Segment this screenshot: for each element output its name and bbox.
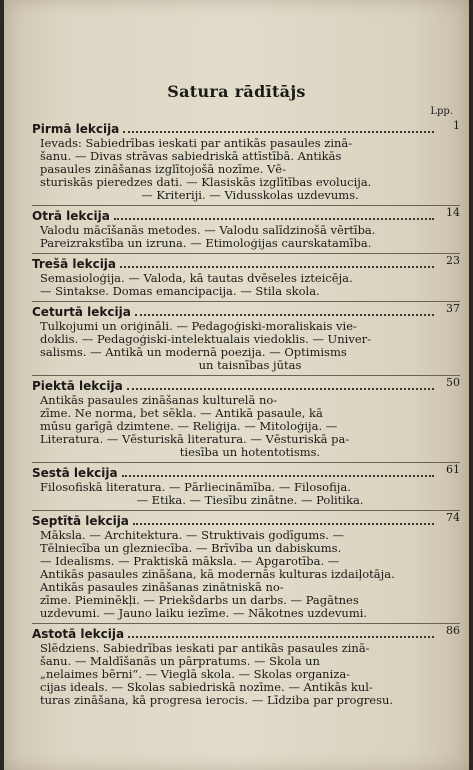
lecture-summary	[40, 320, 460, 372]
lecture-title: Astotā lekcija	[32, 627, 125, 641]
lecture-summary	[40, 137, 460, 202]
lecture-title: Ceturtā lekcija	[32, 305, 131, 319]
dot-leader	[128, 636, 434, 638]
entry-divider	[32, 301, 460, 302]
toc-entry-heading	[32, 254, 460, 272]
summary-line: pasaules zināšanas izglītojošā nozīme. Vē-	[40, 162, 286, 176]
lecture-title: Trešā lekcija	[32, 257, 117, 271]
dot-leader	[135, 314, 434, 316]
summary-line: un taisnības jūtas	[198, 358, 302, 372]
lecture-title: Piektā lekcija	[32, 379, 123, 393]
summary-line: Valodu mācīšanās metodes. — Valodu salīdzinošā vērtība.	[40, 223, 376, 237]
page-column-label: Lpp.	[430, 106, 453, 117]
lecture-summary	[40, 642, 460, 707]
summary-line: salisms. — Antikā un modernā poezija. — Optimisms	[40, 345, 347, 359]
summary-line: uzdevumi. — Jauno laiku iezīme. — Nākotnes uzdevumi.	[40, 606, 368, 620]
page-number: 23	[446, 254, 460, 267]
dot-leader	[133, 523, 434, 525]
summary-line: Slēdziens. Sabiedrības ieskati par antikās pasaules zinā-	[40, 641, 370, 655]
toc-entry	[32, 511, 460, 624]
page-number: 74	[446, 511, 460, 524]
lecture-summary	[40, 394, 460, 459]
toc-entry-heading	[32, 376, 460, 394]
summary-line: šanu. — Maldīšanās un pārpratums. — Skola un	[40, 654, 320, 668]
toc-entry	[32, 463, 460, 511]
summary-line: — Sintakse. Domas emancipacija. — Stila skola.	[40, 284, 320, 298]
dot-leader	[122, 475, 434, 477]
page-number: 1	[453, 119, 460, 132]
lecture-summary	[40, 224, 460, 250]
summary-line: Pareizrakstība un izruna. — Etimoloģijas caurskatamība.	[40, 236, 372, 250]
summary-line: — Idealisms. — Praktiskā māksla. — Apgarotība. —	[40, 554, 340, 568]
toc-entry-heading	[32, 119, 460, 137]
dot-leader	[114, 218, 434, 220]
summary-line: Semasioloģija. — Valoda, kā tautas dvēseles izteicēja.	[40, 271, 353, 285]
lecture-title: Pirmā lekcija	[32, 122, 120, 136]
entry-divider	[32, 623, 460, 624]
summary-line: turas zināšana, kā progresa ierocis. — Līdziba par progresu.	[40, 693, 394, 707]
page-number: 14	[446, 206, 460, 219]
lecture-summary	[40, 481, 460, 507]
summary-line: Ievads: Sabiedrības ieskati par antikās pasaules zinā-	[40, 136, 353, 150]
summary-line: — Kriteriji. — Vidusskolas uzdevums.	[141, 188, 359, 202]
lecture-title: Sestā lekcija	[32, 466, 118, 480]
toc-entry-heading	[32, 624, 460, 642]
summary-line: sturiskās pieredzes dati. — Klasiskās izglītības evolucija.	[40, 175, 372, 189]
dot-leader	[123, 131, 434, 133]
page-number: 37	[446, 302, 460, 315]
page-number: 50	[446, 376, 460, 389]
lecture-summary	[40, 272, 460, 298]
summary-line: — Etika. — Tiesību zinātne. — Politika.	[136, 493, 364, 507]
lecture-title: Otrā lekcija	[32, 209, 110, 223]
toc-entry-heading	[32, 302, 460, 320]
toc-entry-heading	[32, 463, 460, 481]
summary-line: Tulkojumi un oriģināli. — Pedagoģiski-moraliskais vie-	[40, 319, 357, 333]
summary-line: Literatura. — Vēsturiskā literatura. — Vēsturiskā pa-	[40, 432, 350, 446]
entry-divider	[32, 510, 460, 511]
summary-line: Antikās pasaules zināšana, kā modernās kulturas izdaiļotāja.	[40, 567, 395, 581]
entry-divider	[32, 253, 460, 254]
summary-line: mūsu garīgā dzimtene. — Reliģija. — Mitoloģija. —	[40, 419, 338, 433]
toc-entry	[32, 254, 460, 302]
summary-line: šanu. — Divas strāvas sabiedriskā attīstībā. Antikās	[40, 149, 342, 163]
toc-entry-heading	[32, 206, 460, 224]
summary-line: „nelaimes bērni“. — Vieglā skola. — Skolas organiza-	[40, 667, 351, 681]
entry-divider	[32, 205, 460, 206]
summary-line: doklis. — Pedagoģiski-intelektualais viedoklis. — Univer-	[40, 332, 372, 346]
toc-entry	[32, 302, 460, 376]
summary-line: Antikās pasaules zināšanas zinātniskā no-	[40, 580, 284, 594]
page-number: 86	[446, 624, 460, 637]
page-title: Satura rādītājs	[167, 82, 306, 101]
summary-line: zīme. Pieminēkļi. — Priekšdarbs un darbs. — Pagātnes	[40, 593, 359, 607]
toc-entry	[32, 376, 460, 463]
summary-line: Antikās pasaules zināšanas kulturelā no-	[40, 393, 278, 407]
lecture-summary	[40, 529, 460, 620]
page-number: 61	[446, 463, 460, 476]
toc-entry	[32, 624, 460, 707]
entry-divider	[32, 375, 460, 376]
book-page	[4, 0, 469, 770]
summary-line: Māksla. — Architektura. — Struktivais godīgums. —	[40, 528, 345, 542]
summary-line: tiesība un hotentotisms.	[179, 445, 321, 459]
summary-line: cijas ideals. — Skolas sabiedriskā nozīme. — Antikās kul-	[40, 680, 373, 694]
dot-leader	[120, 266, 434, 268]
summary-line: zīme. Ne norma, bet sēkla. — Antikā pasaule, kā	[40, 406, 323, 420]
toc-entry-heading	[32, 511, 460, 529]
toc-entry	[32, 206, 460, 254]
lecture-title: Septītā lekcija	[32, 514, 129, 528]
toc-list	[32, 119, 460, 709]
summary-line: Filosofiskā literatura. — Pārliecināmība. — Filosofija.	[40, 480, 351, 494]
summary-line: Tēlniecība un glezniecība. — Brīvība un dabiskums.	[40, 541, 342, 555]
toc-entry	[32, 119, 460, 206]
entry-divider	[32, 462, 460, 463]
dot-leader	[127, 388, 434, 390]
